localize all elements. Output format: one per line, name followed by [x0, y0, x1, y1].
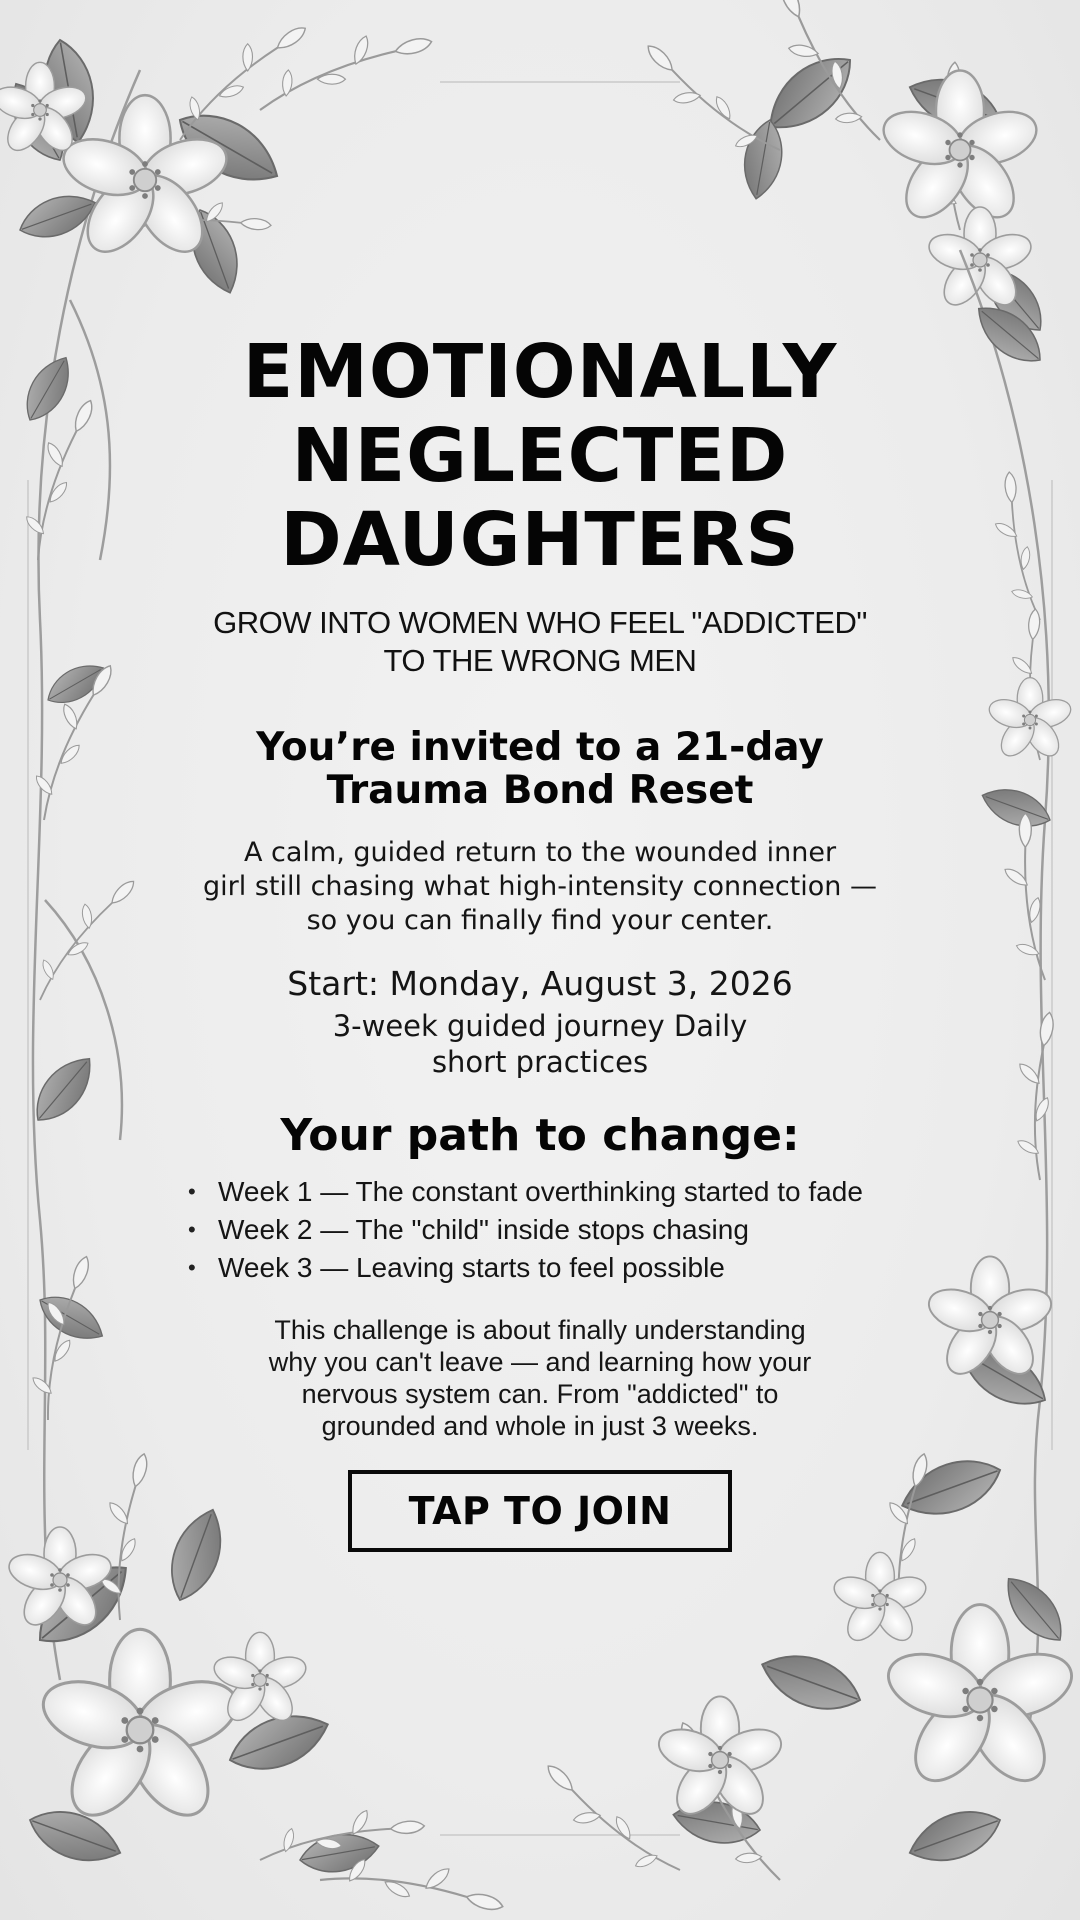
subheadline-line: TO THE WRONG MEN — [383, 643, 697, 678]
program-meta — [140, 1008, 940, 1080]
meta-line: 3-week guided journey Daily — [332, 1009, 748, 1043]
headline: EMOTIONALLY NEGLECTED DAUGHTERS — [242, 329, 838, 583]
closing-line: why you can't leave — and learning how your — [268, 1347, 812, 1377]
week-item-2: • Week 2 — The "child" inside stops chasing — [186, 1211, 946, 1249]
subheadline — [140, 604, 940, 680]
description-line: so you can finally find your center. — [306, 905, 774, 936]
closing-text — [150, 1314, 930, 1442]
week-item-1: • Week 1 — The constant overthinking started to fade — [186, 1173, 946, 1211]
invite-title — [140, 726, 940, 812]
week-list — [186, 1173, 946, 1287]
description — [150, 836, 930, 938]
path-title: Your path to change: — [280, 1110, 800, 1161]
closing-line: This challenge is about finally understanding — [274, 1315, 806, 1345]
meta-line: short practices — [431, 1045, 649, 1079]
invite-line: Trauma Bond Reset — [326, 768, 754, 813]
join-button[interactable]: TAP TO JOIN — [348, 1470, 732, 1552]
description-line: girl still chasing what high-intensity connection — — [203, 871, 877, 902]
description-line: A calm, guided return to the wounded inner — [243, 837, 837, 868]
week-item-3: • Week 3 — Leaving starts to feel possible — [186, 1249, 946, 1287]
closing-line: nervous system can. From "addicted" to — [301, 1379, 779, 1409]
invite-line: You’re invited to a 21-day — [256, 725, 824, 770]
closing-line: grounded and whole in just 3 weeks. — [321, 1411, 759, 1441]
start-date: Start: Monday, August 3, 2026 — [287, 964, 793, 1003]
subheadline-line: GROW INTO WOMEN WHO FEEL "ADDICTED" — [213, 605, 867, 640]
